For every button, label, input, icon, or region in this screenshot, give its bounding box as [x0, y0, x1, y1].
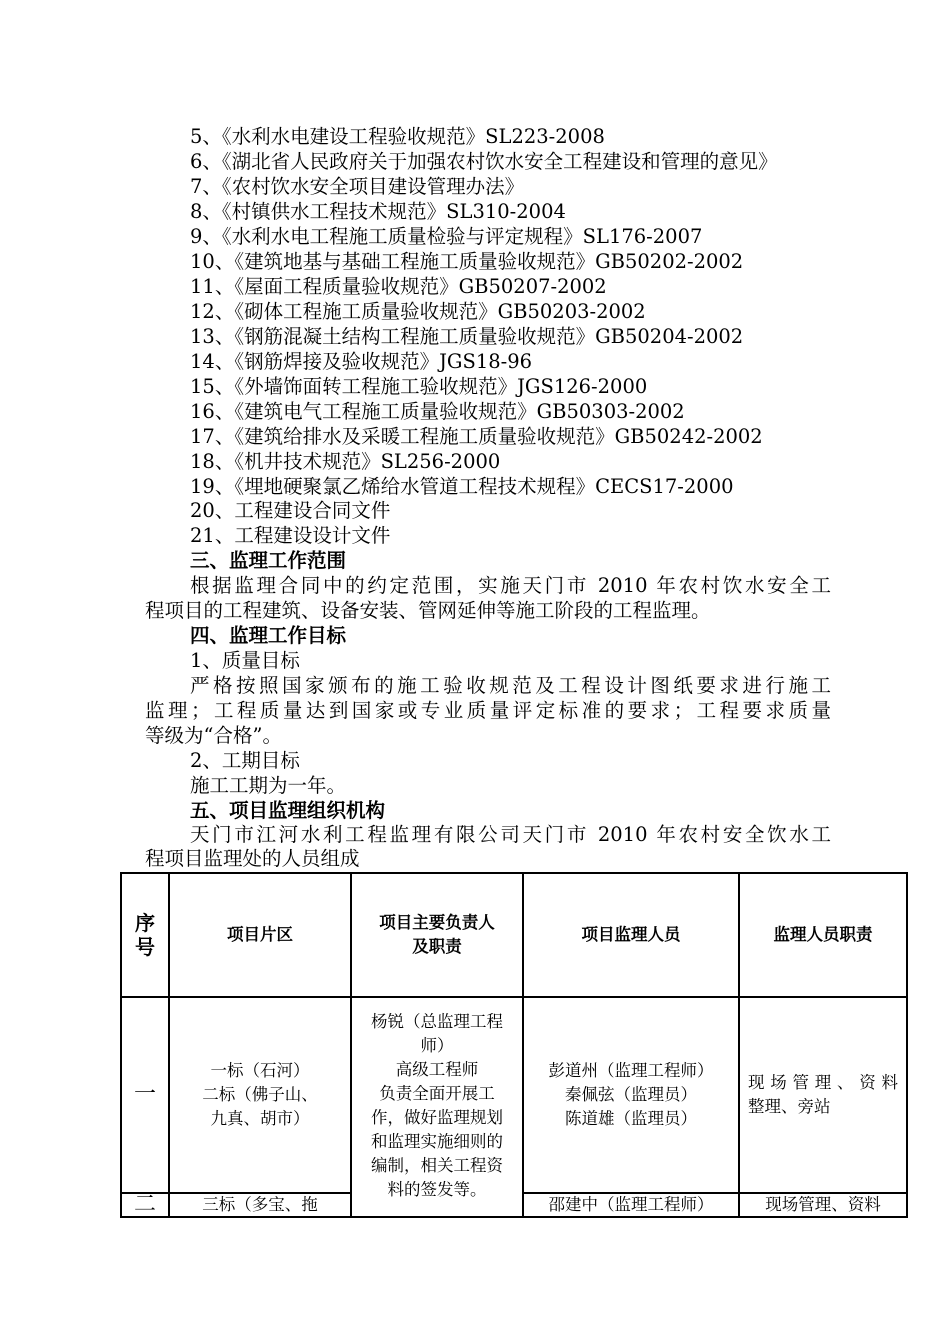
reference-item: 19、《埋地硬聚氯乙烯给水管道工程技术规程》CECS17-2000 [190, 475, 734, 498]
reference-item: 10、《建筑地基与基础工程施工质量验收规范》GB50202-2002 [190, 250, 744, 273]
reference-item: 6、《湖北省人民政府关于加强农村饮水安全工程建设和管理的意见》 [190, 150, 778, 173]
reference-item: 12、《砌体工程施工质量验收规范》GB50203-2002 [190, 300, 646, 323]
section-heading-organization: 五、项目监理组织机构 [190, 799, 386, 822]
subheading-quality: 1、质量目标 [190, 649, 300, 672]
header-number: 序 号 [121, 873, 169, 997]
row-leader: 杨锐（总监理工程 师） 高级工程师 负责全面开展工 作，做好监理规划 和监理实施细则的 编制，相关工程资 料的签发等。 [351, 997, 523, 1217]
paragraph-line: 根据监理合同中的约定范围，实施天门市 2010 年农村饮水安全工 [190, 574, 831, 597]
header-duty: 监理人员职责 [739, 873, 907, 997]
reference-item: 9、《水利水电工程施工质量检验与评定规程》SL176-2007 [190, 225, 703, 248]
row-duty: 现场管理、资料 [739, 1193, 907, 1217]
paragraph-line: 施工工期为一年。 [190, 774, 347, 797]
reference-item: 14、《钢筋焊接及验收规范》JGS18-96 [190, 350, 533, 373]
reference-item: 17、《建筑给排水及采暖工程施工质量验收规范》GB50242-2002 [190, 425, 763, 448]
reference-item: 8、《村镇供水工程技术规范》SL310-2004 [190, 200, 566, 223]
row-staff: 彭道州（监理工程师） 秦佩弦（监理员） 陈道雄（监理员） [523, 997, 739, 1193]
paragraph-line: 监理；工程质量达到国家或专业质量评定标准的要求；工程要求质量 [145, 699, 831, 722]
paragraph-line: 严格按照国家颁布的施工验收规范及工程设计图纸要求进行施工 [190, 674, 831, 697]
section-heading-goals: 四、监理工作目标 [190, 624, 347, 647]
header-area: 项目片区 [169, 873, 351, 997]
staff-table [120, 872, 908, 1218]
row-duty: 现场管理、资料 整理、旁站 [739, 997, 907, 1193]
reference-item: 15、《外墙饰面转工程施工验收规范》JGS126-2000 [190, 375, 648, 398]
row-area: 三标（多宝、拖 [169, 1193, 351, 1217]
reference-item: 18、《机井技术规范》SL256-2000 [190, 450, 501, 473]
paragraph-line: 天门市江河水利工程监理有限公司天门市 2010 年农村安全饮水工 [190, 823, 831, 846]
reference-item: 11、《屋面工程质量验收规范》GB50207-2002 [190, 275, 607, 298]
section-heading-scope: 三、监理工作范围 [190, 549, 347, 572]
reference-item: 20、工程建设合同文件 [190, 499, 391, 522]
paragraph-line: 等级为“合格”。 [145, 724, 282, 747]
table-header-row [121, 873, 907, 997]
reference-item: 16、《建筑电气工程施工质量验收规范》GB50303-2002 [190, 400, 685, 423]
table-row [121, 997, 907, 1193]
row-staff: 邵建中（监理工程师） [523, 1193, 739, 1217]
header-staff: 项目监理人员 [523, 873, 739, 997]
row-number: 一 [121, 997, 169, 1193]
reference-item: 5、《水利水电建设工程验收规范》SL223-2008 [190, 125, 605, 148]
row-area: 一标（石河） 二标（佛子山、 九真、胡市） [169, 997, 351, 1193]
subheading-schedule: 2、工期目标 [190, 749, 300, 772]
row-number: 二 [121, 1193, 169, 1217]
paragraph-line: 程项目的工程建筑、设备安装、管网延伸等施工阶段的工程监理。 [145, 599, 711, 622]
reference-item: 13、《钢筋混凝土结构工程施工质量验收规范》GB50204-2002 [190, 325, 744, 348]
reference-item: 7、《农村饮水安全项目建设管理办法》 [190, 175, 525, 198]
paragraph-line: 程项目监理处的人员组成 [145, 847, 360, 870]
reference-item: 21、工程建设设计文件 [190, 524, 391, 547]
header-leader: 项目主要负责人 及职责 [351, 873, 523, 997]
